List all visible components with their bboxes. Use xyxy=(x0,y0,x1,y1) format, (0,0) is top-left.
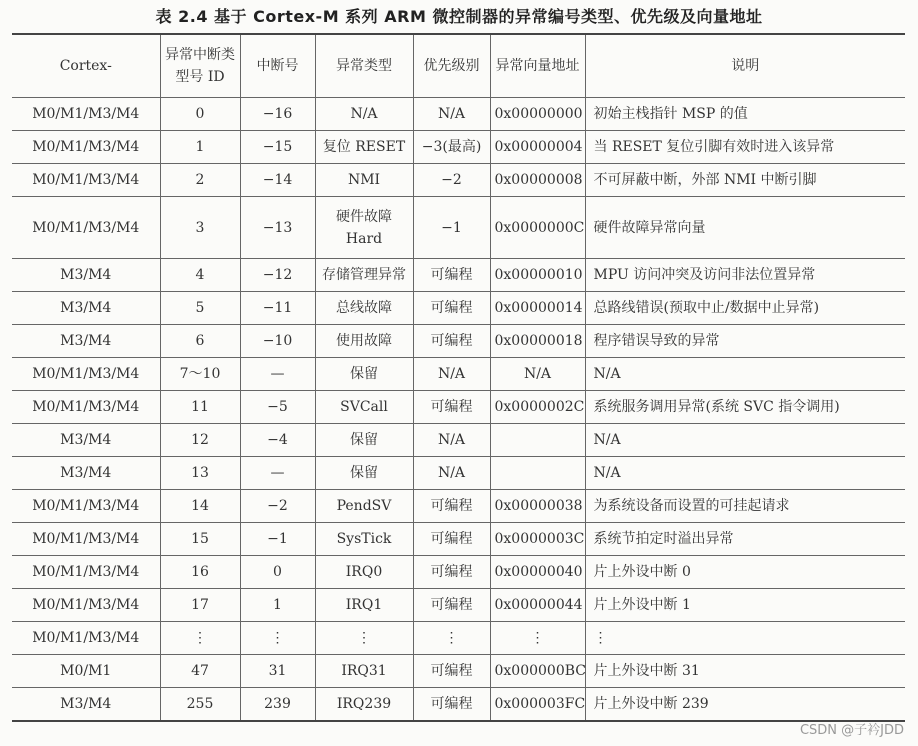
cell-description: N/A xyxy=(585,358,905,391)
table-row xyxy=(12,490,905,523)
cell-irq-number: 239 xyxy=(240,688,315,721)
table-row xyxy=(12,622,905,655)
cell-priority: 可编程 xyxy=(413,292,490,325)
cell-exception-id: 255 xyxy=(160,688,240,721)
cell-irq-number: −12 xyxy=(240,259,315,292)
cell-priority: N/A xyxy=(413,358,490,391)
cell-description: 片上外设中断 31 xyxy=(585,655,905,688)
header-irq-number: 中断号 xyxy=(240,34,315,98)
cell-exception-id: 16 xyxy=(160,556,240,589)
cell-priority: N/A xyxy=(413,424,490,457)
cell-priority: 可编程 xyxy=(413,490,490,523)
cell-vector-address xyxy=(490,457,585,490)
cell-exception-id: 12 xyxy=(160,424,240,457)
cell-cortex: M3/M4 xyxy=(12,457,160,490)
cell-cortex: M3/M4 xyxy=(12,292,160,325)
table-row xyxy=(12,259,905,292)
cell-priority: N/A xyxy=(413,98,490,131)
cell-exception-type: SysTick xyxy=(315,523,413,556)
cell-exception-id: 47 xyxy=(160,655,240,688)
cell-priority: −2 xyxy=(413,164,490,197)
cell-exception-type: 保留 xyxy=(315,358,413,391)
cell-description: 不可屏蔽中断，外部 NMI 中断引脚 xyxy=(585,164,905,197)
cell-exception-type: 总线故障 xyxy=(315,292,413,325)
cell-exception-id: 1 xyxy=(160,131,240,164)
cell-cortex: M3/M4 xyxy=(12,688,160,721)
cell-vector-address: 0x00000008 xyxy=(490,164,585,197)
cell-vector-address xyxy=(490,424,585,457)
cell-irq-number: −10 xyxy=(240,325,315,358)
cell-vector-address: 0x00000014 xyxy=(490,292,585,325)
header-cortex: Cortex- xyxy=(12,34,160,98)
cell-exception-type: NMI xyxy=(315,164,413,197)
cell-exception-type: N/A xyxy=(315,98,413,131)
cell-exception-id: 4 xyxy=(160,259,240,292)
cell-exception-id: 11 xyxy=(160,391,240,424)
cell-irq-number: 1 xyxy=(240,589,315,622)
cell-exception-type: 硬件故障 Hard xyxy=(315,197,413,259)
cell-description: 系统服务调用异常(系统 SVC 指令调用) xyxy=(585,391,905,424)
table-row xyxy=(12,292,905,325)
cell-priority: 可编程 xyxy=(413,688,490,721)
cell-cortex: M3/M4 xyxy=(12,325,160,358)
cell-irq-number: −15 xyxy=(240,131,315,164)
table-row xyxy=(12,655,905,688)
cell-vector-address: N/A xyxy=(490,358,585,391)
cell-exception-id: 13 xyxy=(160,457,240,490)
cell-irq-number: −2 xyxy=(240,490,315,523)
cell-description: 为系统设备而设置的可挂起请求 xyxy=(585,490,905,523)
header-priority: 优先级别 xyxy=(413,34,490,98)
cell-description: 系统节拍定时溢出异常 xyxy=(585,523,905,556)
cell-priority: N/A xyxy=(413,457,490,490)
table-row xyxy=(12,688,905,721)
cell-exception-id: 14 xyxy=(160,490,240,523)
cell-vector-address: 0x00000038 xyxy=(490,490,585,523)
cell-priority: ⋮ xyxy=(413,622,490,655)
header-exception-type: 异常类型 xyxy=(315,34,413,98)
cell-cortex: M0/M1/M3/M4 xyxy=(12,98,160,131)
cell-cortex: M3/M4 xyxy=(12,259,160,292)
watermark: CSDN @子衿JDD xyxy=(799,723,904,738)
cell-irq-number: — xyxy=(240,358,315,391)
cell-description: 程序错误导致的异常 xyxy=(585,325,905,358)
cell-vector-address: 0x0000002C xyxy=(490,391,585,424)
cell-exception-id: 6 xyxy=(160,325,240,358)
cell-cortex: M0/M1/M3/M4 xyxy=(12,358,160,391)
cell-cortex: M0/M1/M3/M4 xyxy=(12,523,160,556)
header-exception-id: 异常中断类型号 ID xyxy=(160,34,240,98)
cell-irq-number: −4 xyxy=(240,424,315,457)
table-row xyxy=(12,164,905,197)
cell-vector-address: 0x00000040 xyxy=(490,556,585,589)
cell-description: 总路线错误(预取中止/数据中止异常) xyxy=(585,292,905,325)
cell-priority: 可编程 xyxy=(413,655,490,688)
cell-description: 片上外设中断 0 xyxy=(585,556,905,589)
cell-priority: −1 xyxy=(413,197,490,259)
cell-irq-number: — xyxy=(240,457,315,490)
cell-exception-id: 15 xyxy=(160,523,240,556)
cell-exception-type: IRQ1 xyxy=(315,589,413,622)
cell-irq-number: 31 xyxy=(240,655,315,688)
cell-exception-type: ⋮ xyxy=(315,622,413,655)
cell-exception-type: 保留 xyxy=(315,457,413,490)
cell-description: ⋮ xyxy=(585,622,905,655)
cell-vector-address: 0x00000010 xyxy=(490,259,585,292)
cell-priority: 可编程 xyxy=(413,589,490,622)
cell-priority: 可编程 xyxy=(413,391,490,424)
cell-vector-address: 0x00000004 xyxy=(490,131,585,164)
cell-exception-type: 使用故障 xyxy=(315,325,413,358)
cell-exception-type: SVCall xyxy=(315,391,413,424)
table-row xyxy=(12,131,905,164)
cell-description: N/A xyxy=(585,424,905,457)
table-row xyxy=(12,391,905,424)
cell-cortex: M0/M1/M3/M4 xyxy=(12,490,160,523)
cell-irq-number: ⋮ xyxy=(240,622,315,655)
cell-description: 硬件故障异常向量 xyxy=(585,197,905,259)
cell-vector-address: 0x000003FC xyxy=(490,688,585,721)
cell-cortex: M0/M1/M3/M4 xyxy=(12,131,160,164)
cell-description: 片上外设中断 1 xyxy=(585,589,905,622)
cell-exception-id: 3 xyxy=(160,197,240,259)
cell-cortex: M0/M1/M3/M4 xyxy=(12,197,160,259)
cell-cortex: M0/M1/M3/M4 xyxy=(12,556,160,589)
cell-exception-type: 复位 RESET xyxy=(315,131,413,164)
cell-exception-id: 0 xyxy=(160,98,240,131)
cell-vector-address: 0x0000000C xyxy=(490,197,585,259)
table-row xyxy=(12,424,905,457)
cell-vector-address: 0x0000003C xyxy=(490,523,585,556)
cell-cortex: M0/M1/M3/M4 xyxy=(12,164,160,197)
table-row xyxy=(12,98,905,131)
cell-vector-address: 0x00000000 xyxy=(490,98,585,131)
exception-table xyxy=(12,33,905,722)
cell-exception-id: 5 xyxy=(160,292,240,325)
cell-description: 当 RESET 复位引脚有效时进入该异常 xyxy=(585,131,905,164)
table-row xyxy=(12,358,905,391)
cell-vector-address: 0x00000018 xyxy=(490,325,585,358)
cell-vector-address: ⋮ xyxy=(490,622,585,655)
table-row xyxy=(12,523,905,556)
cell-exception-type: IRQ0 xyxy=(315,556,413,589)
cell-exception-type: IRQ239 xyxy=(315,688,413,721)
cell-cortex: M0/M1/M3/M4 xyxy=(12,391,160,424)
cell-irq-number: −13 xyxy=(240,197,315,259)
cell-cortex: M0/M1 xyxy=(12,655,160,688)
table-row xyxy=(12,197,905,259)
cell-exception-id: ⋮ xyxy=(160,622,240,655)
header-vector-address: 异常向量地址 xyxy=(490,34,585,98)
cell-priority: −3(最高) xyxy=(413,131,490,164)
cell-irq-number: 0 xyxy=(240,556,315,589)
cell-exception-id: 2 xyxy=(160,164,240,197)
table-row xyxy=(12,556,905,589)
table-row xyxy=(12,589,905,622)
cell-cortex: M0/M1/M3/M4 xyxy=(12,589,160,622)
cell-irq-number: −5 xyxy=(240,391,315,424)
cell-priority: 可编程 xyxy=(413,259,490,292)
table-row xyxy=(12,457,905,490)
cell-irq-number: −1 xyxy=(240,523,315,556)
table-row xyxy=(12,325,905,358)
table-title: 表 2.4 基于 Cortex-M 系列 ARM 微控制器的异常编号类型、优先级及向量地址 xyxy=(155,7,763,26)
cell-exception-type: PendSV xyxy=(315,490,413,523)
cell-exception-type: 存储管理异常 xyxy=(315,259,413,292)
header-description: 说明 xyxy=(585,34,905,98)
cell-priority: 可编程 xyxy=(413,325,490,358)
cell-priority: 可编程 xyxy=(413,523,490,556)
cell-exception-type: 保留 xyxy=(315,424,413,457)
cell-exception-id: 7～10 xyxy=(160,358,240,391)
cell-priority: 可编程 xyxy=(413,556,490,589)
cell-description: MPU 访问冲突及访问非法位置异常 xyxy=(585,259,905,292)
cell-cortex: M3/M4 xyxy=(12,424,160,457)
cell-irq-number: −16 xyxy=(240,98,315,131)
cell-description: 片上外设中断 239 xyxy=(585,688,905,721)
header-row xyxy=(12,34,905,98)
cell-irq-number: −11 xyxy=(240,292,315,325)
cell-exception-type: IRQ31 xyxy=(315,655,413,688)
cell-vector-address: 0x000000BC xyxy=(490,655,585,688)
cell-irq-number: −14 xyxy=(240,164,315,197)
cell-description: 初始主栈指针 MSP 的值 xyxy=(585,98,905,131)
cell-description: N/A xyxy=(585,457,905,490)
cell-exception-id: 17 xyxy=(160,589,240,622)
cell-cortex: M0/M1/M3/M4 xyxy=(12,622,160,655)
cell-vector-address: 0x00000044 xyxy=(490,589,585,622)
